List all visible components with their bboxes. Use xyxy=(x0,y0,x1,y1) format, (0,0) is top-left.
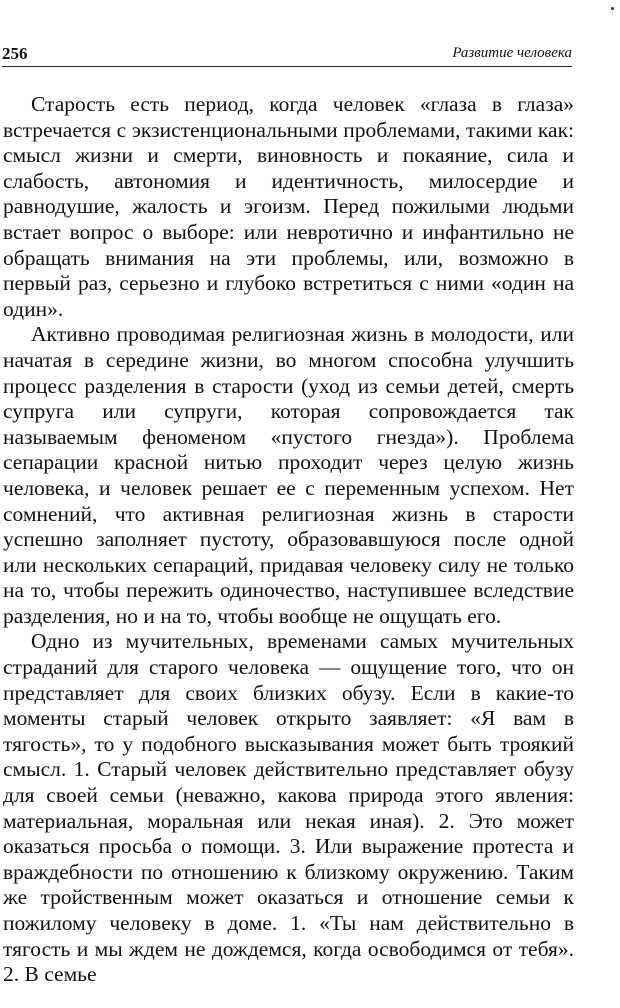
paragraph-1: Старость есть период, когда человек «глаза в глаза» встречается с экзистенциональными проблемами, такими как: смысл жизни и смерти, виновность и покаяние, сила и слабость, автономия и идентичность, милосердие и равнодушие, жалость и эгоизм. Перед пожилыми людьми встает вопрос о выборе: или невротично и инфантильно не обращать внимания на эти проблемы, или, возможно в первый раз, серьезно и глубоко встретиться с ними «один на один». xyxy=(3,92,574,321)
scan-speck xyxy=(611,7,614,10)
running-title: Развитие человека xyxy=(452,45,572,61)
paragraph-2: Активно проводимая религиозная жизнь в молодости, или начатая в середине жизни, во многом способна улучшить процесс разделения в старости (уход из семьи детей, смерть супруга или супруги, которая сопровождается так называемым феноменом «пустого гнезда»). Проблема сепарации красной нитью проходит через целую жизнь человека, и человек решает ее с переменным успехом. Нет сомнений, что активная религиозная жизнь в старости успешно заполняет пустоту, образовавшуюся после одной или нескольких сепараций, придавая человеку силу не только на то, чтобы пережить одиночество, наступившее вследствие разделения, но и на то, чтобы вообще не ощущать его. xyxy=(3,322,574,628)
page-number: 256 xyxy=(2,44,28,63)
page-header xyxy=(2,40,572,67)
paragraph-3: Одно из мучительных, временами самых мучительных страданий для старого человека — ощущение того, что он представляет для своих близких обузу. Если в какие-то моменты старый человек открыто заявляет: «Я вам в тягость», то у подобного высказывания может быть троякий смысл. 1. Старый человек действительно представляет обузу для своей семьи (неважно, какова природа этого явления: материальная, моральная или некая иная). 2. Это может оказаться просьба о помощи. 3. Или выражение протеста и враждебности по отношению к близкому окружению. Таким же тройственным может оказаться и отношение семьи к пожилому человеку в доме. 1. «Ты нам действительно в тягость и мы ждем не дождемся, когда освободимся от тебя». 2. В семье xyxy=(3,629,574,987)
body-text xyxy=(3,92,574,988)
